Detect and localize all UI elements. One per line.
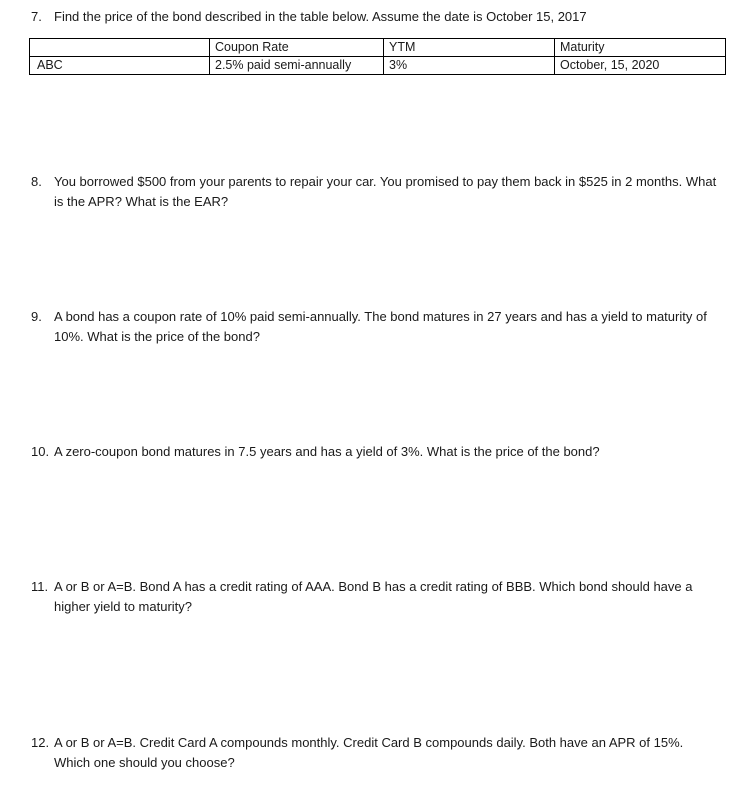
table-row bbox=[30, 57, 726, 75]
question-text: Find the price of the bond described in the table below. Assume the date is October 15, 2017 bbox=[54, 9, 587, 24]
question-text: A bond has a coupon rate of 10% paid semi-annually. The bond matures in 27 years and has a yield to maturity of 10%. What is the price of the bond? bbox=[54, 309, 707, 344]
question-number: 10. bbox=[31, 444, 50, 459]
table-header-cell: YTM bbox=[384, 39, 555, 57]
question-7 bbox=[31, 7, 721, 27]
table-cell: October, 15, 2020 bbox=[555, 57, 726, 75]
question-text: A or B or A=B. Bond A has a credit rating of AAA. Bond B has a credit rating of BBB. Which bond should have a higher yield to maturity? bbox=[54, 579, 693, 614]
bond-table bbox=[29, 38, 726, 75]
question-11 bbox=[31, 577, 721, 617]
table-header-cell: Coupon Rate bbox=[210, 39, 384, 57]
table-cell: 3% bbox=[384, 57, 555, 75]
question-number: 12. bbox=[31, 735, 50, 750]
question-number: 9. bbox=[31, 309, 42, 324]
table-header-cell bbox=[30, 39, 210, 57]
question-text: A zero-coupon bond matures in 7.5 years and has a yield of 3%. What is the price of the bond? bbox=[54, 444, 600, 459]
table-header-cell: Maturity bbox=[555, 39, 726, 57]
question-text: A or B or A=B. Credit Card A compounds monthly. Credit Card B compounds daily. Both have an APR of 15%. Which one should you choose? bbox=[54, 735, 684, 770]
question-10 bbox=[31, 442, 721, 462]
question-number: 11. bbox=[31, 579, 49, 594]
table-cell: 2.5% paid semi-annually bbox=[210, 57, 384, 75]
question-number: 7. bbox=[31, 9, 42, 24]
table-cell: ABC bbox=[30, 57, 210, 75]
table-header-row bbox=[30, 39, 726, 57]
question-9 bbox=[31, 307, 721, 347]
question-8 bbox=[31, 172, 721, 212]
question-12 bbox=[31, 733, 721, 773]
question-text: You borrowed $500 from your parents to repair your car. You promised to pay them back in $525 in 2 months. What is the APR? What is the EAR? bbox=[54, 174, 717, 209]
question-number: 8. bbox=[31, 174, 42, 189]
